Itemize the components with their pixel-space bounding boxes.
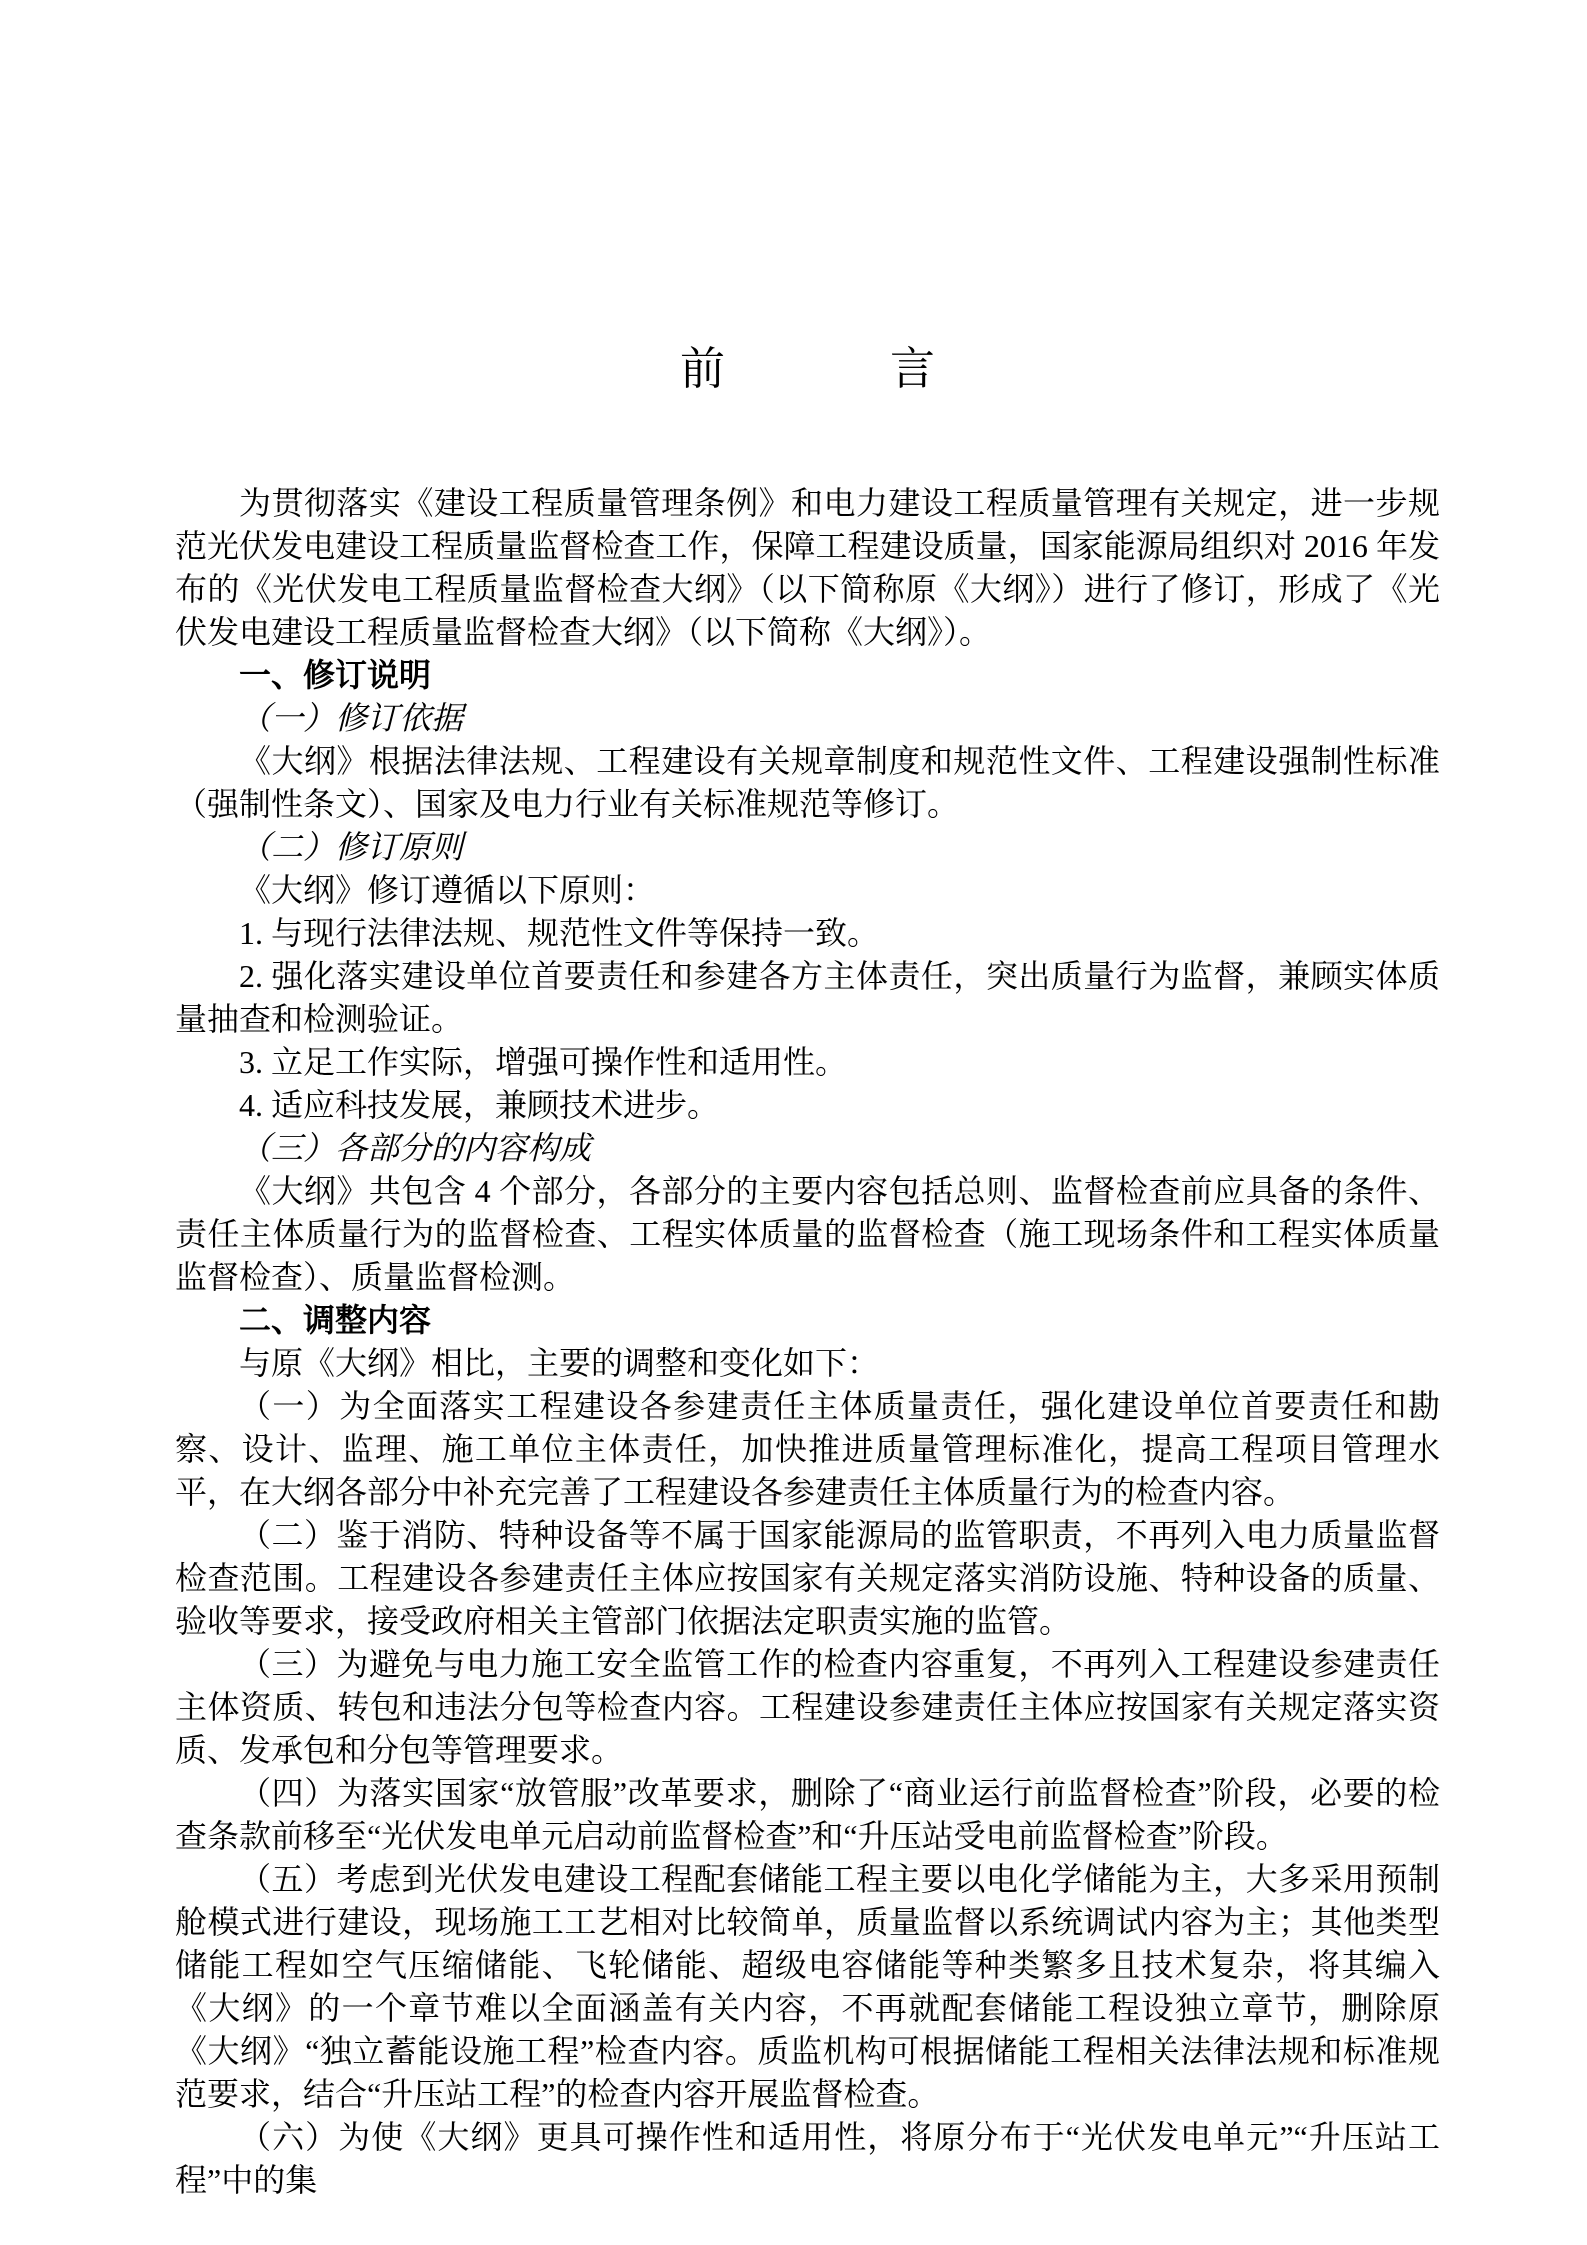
- paragraph: 《大纲》修订遵循以下原则：: [239, 872, 656, 908]
- paragraph: 与原《大纲》相比，主要的调整和变化如下：: [239, 1345, 880, 1381]
- list-item: 3. 立足工作实际，增强可操作性和适用性。: [239, 1044, 848, 1080]
- document-title: [175, 344, 1440, 394]
- paragraph: （二）鉴于消防、特种设备等不属于国家能源局的监管职责，不再列入电力质量监督检查范围。工程建设各参建责任主体应按国家有关规定落实消防设施、特种设备的质量、验收等要求，接受政府相关主管部门依据法定职责实施的监管。: [175, 1517, 1440, 1639]
- subsection-heading: （二）修订原则: [239, 829, 464, 865]
- paragraph: 《大纲》根据法律法规、工程建设有关规章制度和规范性文件、工程建设强制性标准（强制性条文）、国家及电力行业有关标准规范等修订。: [175, 743, 1440, 822]
- list-item: 2. 强化落实建设单位首要责任和参建各方主体责任，突出质量行为监督，兼顾实体质量抽查和检测验证。: [175, 958, 1440, 1037]
- document-content: [175, 344, 1440, 2202]
- section-heading: 二、调整内容: [239, 1302, 432, 1338]
- paragraph: （五）考虑到光伏发电建设工程配套储能工程主要以电化学储能为主，大多采用预制舱模式进行建设，现场施工工艺相对比较简单，质量监督以系统调试内容为主；其他类型储能工程如空气压缩储能、飞轮储能、超级电容储能等种类繁多且技术复杂，将其编入《大纲》的一个章节难以全面涵盖有关内容，不再就配套储能工程设独立章节，删除原《大纲》“独立蓄能设施工程”检查内容。质监机构可根据储能工程相关法律法规和标准规范要求，结合“升压站工程”的检查内容开展监督检查。: [175, 1861, 1440, 2112]
- paragraph: 《大纲》共包含 4 个部分，各部分的主要内容包括总则、监督检查前应具备的条件、责任主体质量行为的监督检查、工程实体质量的监督检查（施工现场条件和工程实体质量监督检查）、质量监督检测。: [175, 1173, 1440, 1295]
- subsection-heading: （三）各部分的内容构成: [239, 1130, 592, 1166]
- document-title-text: 前言: [679, 344, 1100, 394]
- list-item: 1. 与现行法律法规、规范性文件等保持一致。: [239, 915, 880, 951]
- paragraph: （三）为避免与电力施工安全监管工作的检查内容重复，不再列入工程建设参建责任主体资质、转包和违法分包等检查内容。工程建设参建责任主体应按国家有关规定落实资质、发承包和分包等管理要求。: [175, 1646, 1440, 1768]
- document-body: [175, 482, 1440, 2202]
- paragraph: 为贯彻落实《建设工程质量管理条例》和电力建设工程质量管理有关规定，进一步规范光伏发电建设工程质量监督检查工作，保障工程建设质量，国家能源局组织对 2016 年发布的《光伏发电工程质量监督检查大纲》（以下简称原《大纲》）进行了修订，形成了《光伏发电建设工程质量监督检查大纲》（以下简称《大纲》）。: [175, 485, 1440, 650]
- section-heading: 一、修订说明: [239, 657, 432, 693]
- paragraph: （一）为全面落实工程建设各参建责任主体质量责任，强化建设单位首要责任和勘察、设计、监理、施工单位主体责任，加快推进质量管理标准化，提高工程项目管理水平，在大纲各部分中补充完善了工程建设各参建责任主体质量行为的检查内容。: [175, 1388, 1440, 1510]
- subsection-heading: （一）修订依据: [239, 700, 464, 736]
- paragraph: （六）为使《大纲》更具可操作性和适用性，将原分布于“光伏发电单元”“升压站工程”中的集: [175, 2119, 1440, 2198]
- list-item: 4. 适应科技发展，兼顾技术进步。: [239, 1087, 720, 1123]
- paragraph: （四）为落实国家“放管服”改革要求，删除了“商业运行前监督检查”阶段，必要的检查条款前移至“光伏发电单元启动前监督检查”和“升压站受电前监督检查”阶段。: [175, 1775, 1440, 1854]
